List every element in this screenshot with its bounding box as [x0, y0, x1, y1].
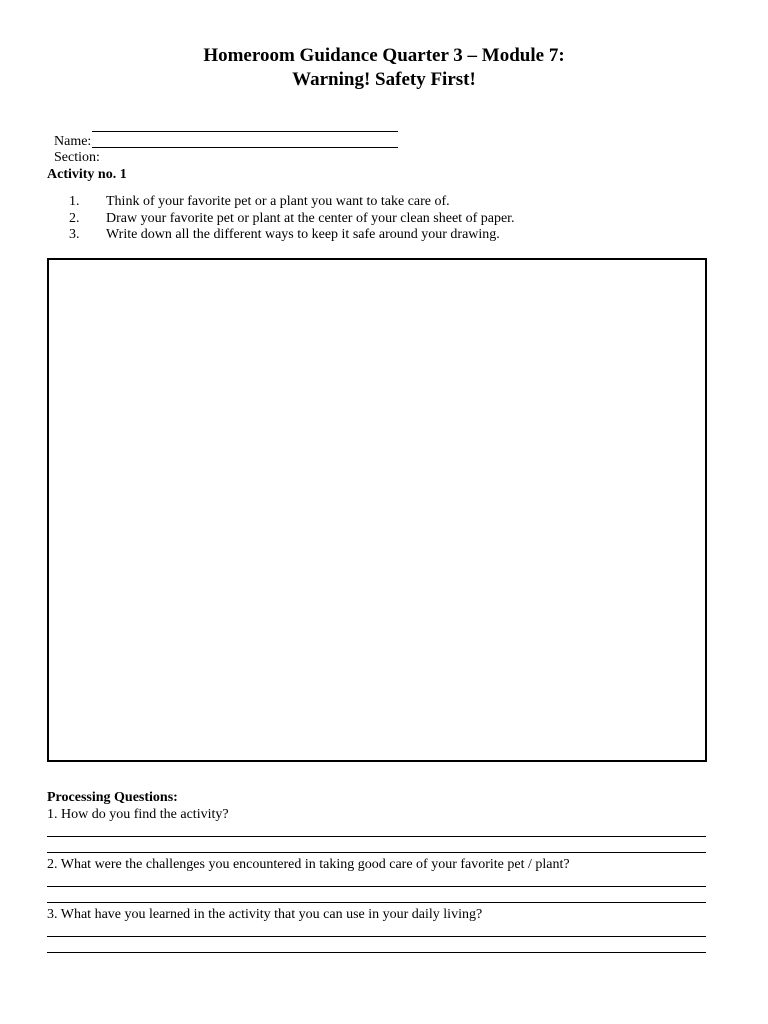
section-label: Section: [54, 150, 100, 165]
answer-line [47, 852, 706, 853]
worksheet-title: Homeroom Guidance Quarter 3 – Module 7: [203, 45, 565, 66]
answer-line [47, 836, 706, 837]
answer-line [47, 886, 706, 887]
activity-heading: Activity no. 1 [47, 167, 127, 182]
step-text: Draw your favorite pet or plant at the center of your clean sheet of paper. [106, 211, 515, 226]
question-1: 1. How do you find the activity? [47, 807, 229, 822]
answer-line [47, 952, 706, 953]
question-3: 3. What have you learned in the activity that you can use in your daily living? [47, 907, 483, 922]
processing-questions-heading: Processing Questions: [47, 790, 178, 805]
step-text: Write down all the different ways to keep it safe around your drawing. [106, 227, 500, 242]
step-text: Think of your favorite pet or a plant you want to take care of. [106, 194, 450, 209]
drawing-box [47, 258, 707, 762]
name-label: Name: [54, 134, 92, 149]
section-blank-line [92, 147, 398, 148]
question-2: 2. What were the challenges you encountered in taking good care of your favorite pet / plant? [47, 857, 570, 872]
step-number: 1. [69, 194, 80, 209]
step-number: 2. [69, 211, 80, 226]
answer-line [47, 902, 706, 903]
step-number: 3. [69, 227, 80, 242]
worksheet-subtitle: Warning! Safety First! [292, 69, 476, 90]
answer-line [47, 936, 706, 937]
name-blank-line [92, 131, 398, 132]
